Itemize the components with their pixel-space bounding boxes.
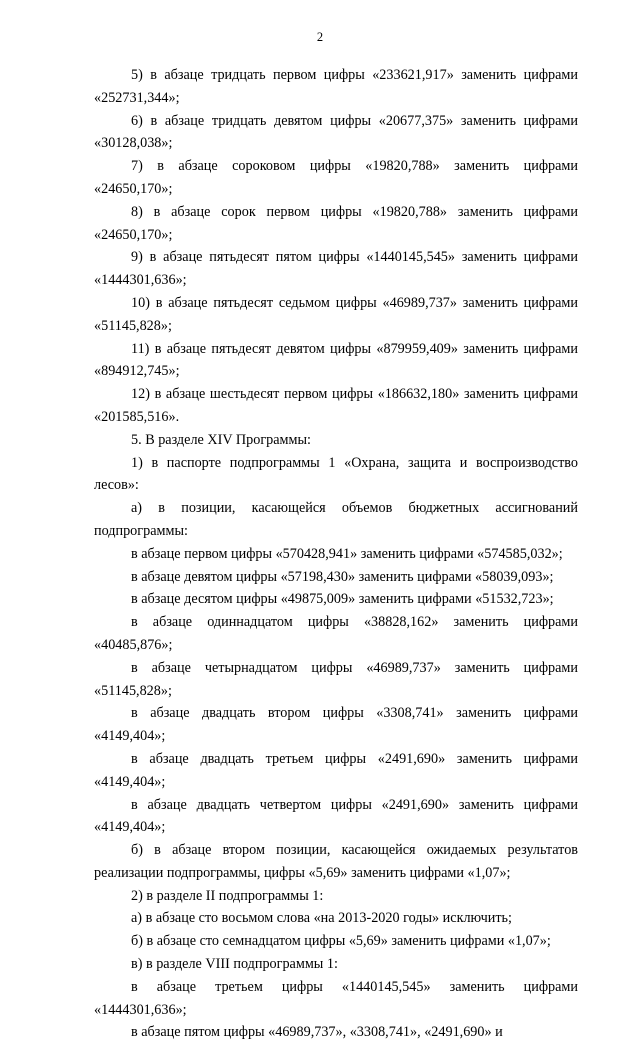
section-heading: 5. В разделе XIV Программы: — [131, 431, 311, 448]
paragraph: в абзаце двадцать втором цифры «3308,741» заменить цифрами «4149,404»; — [94, 705, 578, 745]
paragraph: 1) в паспорте подпрограммы 1 «Охрана, защита и воспроизводство лесов»: — [94, 454, 578, 494]
paragraph: в абзаце десятом цифры «49875,009» заменить цифрами «51532,723»; — [131, 591, 554, 608]
paragraph: б) в абзаце втором позиции, касающейся ожидаемых результатов реализации подпрограммы, цифры «5,69» заменить цифрами «1,07»; — [94, 842, 578, 881]
paragraph: б) в абзаце сто семнадцатом цифры «5,69» заменить цифрами «1,07»; — [131, 933, 551, 950]
paragraph: в абзаце одиннадцатом цифры «38828,162» заменить цифрами «40485,876»; — [94, 614, 578, 653]
paragraph: 10) в абзаце пятьдесят седьмом цифры «46989,737» заменить цифрами «51145,828»; — [94, 294, 578, 334]
document-body — [94, 64, 578, 1044]
paragraph: в) в разделе VIII подпрограммы 1: — [131, 956, 338, 973]
paragraph: в абзаце двадцать третьем цифры «2491,690» заменить цифрами «4149,404»; — [94, 750, 578, 790]
paragraph: в абзаце четырнадцатом цифры «46989,737» заменить цифрами «51145,828»; — [94, 659, 578, 699]
paragraph: в абзаце двадцать четвертом цифры «2491,690» заменить цифрами «4149,404»; — [94, 796, 578, 836]
paragraph: 8) в абзаце сорок первом цифры «19820,788» заменить цифрами «24650,170»; — [94, 203, 578, 243]
paragraph: в абзаце первом цифры «570428,941» заменить цифрами «574585,032»; — [131, 545, 563, 562]
page-number: 2 — [316, 30, 324, 44]
paragraph: в абзаце пятом цифры «46989,737», «3308,741», «2491,690» и — [131, 1024, 503, 1041]
paragraph: 9) в абзаце пятьдесят пятом цифры «1440145,545» заменить цифрами «1444301,636»; — [94, 249, 578, 289]
paragraph: 5) в абзаце тридцать первом цифры «233621,917» заменить цифрами «252731,344»; — [94, 67, 578, 106]
paragraph: а) в абзаце сто восьмом слова «на 2013-2020 годы» исключить; — [131, 910, 512, 927]
paragraph: в абзаце девятом цифры «57198,430» заменить цифрами «58039,093»; — [131, 568, 554, 585]
paragraph: 6) в абзаце тридцать девятом цифры «20677,375» заменить цифрами «30128,038»; — [94, 112, 578, 152]
paragraph: 2) в разделе II подпрограммы 1: — [131, 887, 324, 904]
paragraph: а) в позиции, касающейся объемов бюджетных ассигнований подпрограммы: — [94, 500, 578, 539]
paragraph: 7) в абзаце сороковом цифры «19820,788» заменить цифрами «24650,170»; — [94, 158, 578, 197]
paragraph: в абзаце третьем цифры «1440145,545» заменить цифрами «1444301,636»; — [94, 978, 578, 1018]
paragraph: 11) в абзаце пятьдесят девятом цифры «879959,409» заменить цифрами «894912,745»; — [94, 340, 578, 380]
paragraph: 12) в абзаце шестьдесят первом цифры «186632,180» заменить цифрами «201585,516». — [94, 386, 578, 425]
